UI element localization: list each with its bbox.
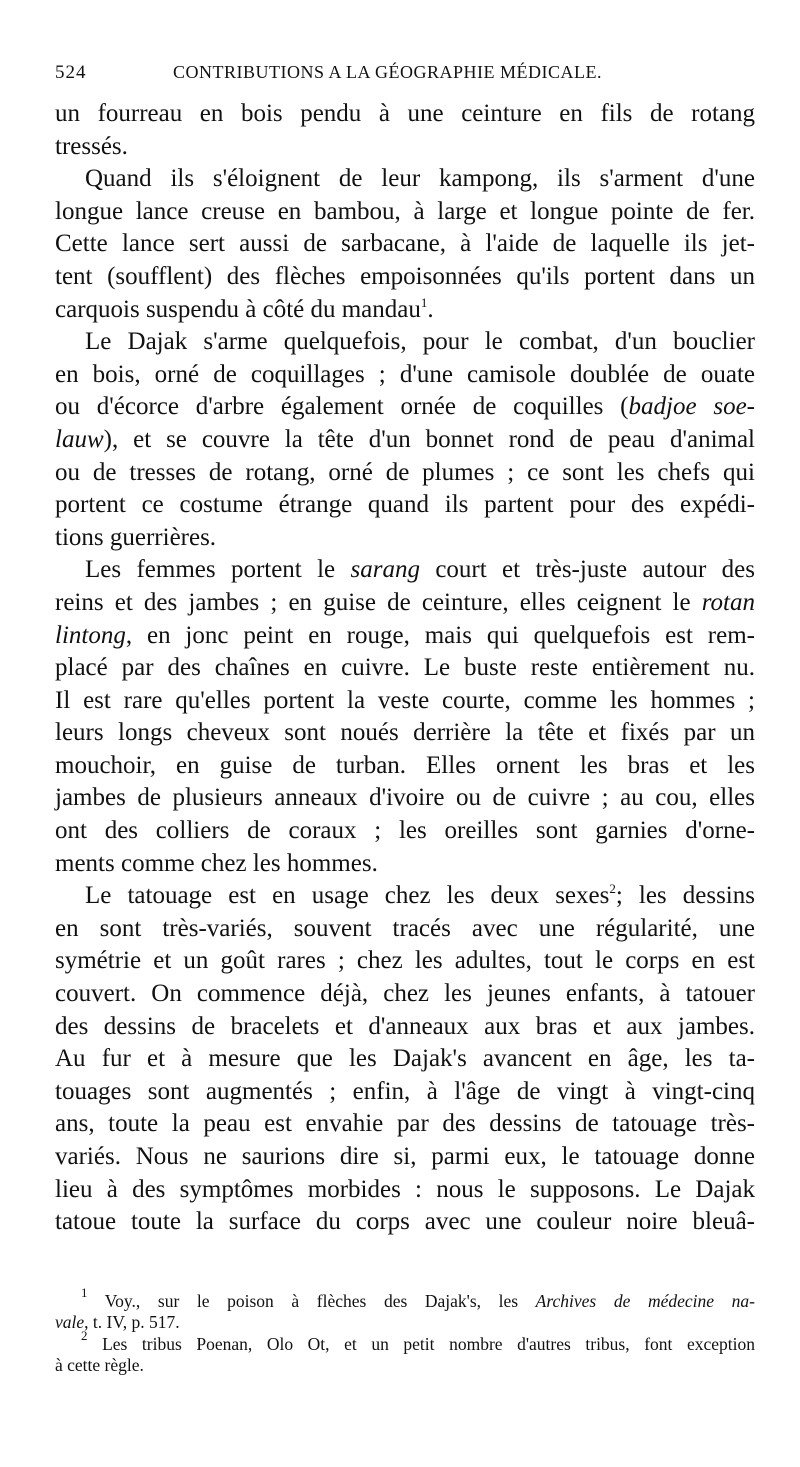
footnote-2-cont: à cette règle. bbox=[55, 1355, 144, 1376]
text-line: Il est rare qu'elles portent la veste courte, comme les hommes ; bbox=[55, 686, 755, 714]
text-segment: ; les dessins bbox=[615, 882, 755, 910]
text-segment: , en jonc peint en rouge, mais qui quelquefois est rem- bbox=[125, 621, 755, 649]
text-line: tatoue toute la surface du corps avec une couleur noire bleuâ- bbox=[55, 1208, 755, 1236]
text-line: variés. Nous ne saurions dire si, parmi eux, le tatouage donne bbox=[55, 1143, 755, 1170]
book-page bbox=[55, 58, 755, 1377]
text-line: jambes de plusieurs anneaux d'ivoire ou de cuivre ; au cou, elles bbox=[55, 784, 755, 812]
text-line: symétrie et un goût rares ; chez les adultes, tout le corps en est bbox=[55, 947, 755, 975]
footnote-mark: 1 bbox=[81, 1284, 88, 1300]
text-line: touages sont augmentés ; enfin, à l'âge de vingt à vingt-cinq bbox=[55, 1077, 755, 1105]
italic-term: badjoe soe- bbox=[628, 393, 755, 421]
italic-term: sarang bbox=[350, 556, 420, 584]
text-segment: court et très-juste autour des bbox=[419, 556, 755, 584]
footnote-2 bbox=[55, 1327, 755, 1356]
text-line: en bois, orné de coquillages ; d'une camisole doublée de ouate bbox=[55, 360, 755, 388]
page-number: 524 bbox=[55, 62, 87, 83]
italic-term: vale bbox=[55, 1312, 85, 1333]
text-line: ou de tresses de rotang, orné de plumes ; ce sont les chefs qui bbox=[55, 458, 755, 486]
text-line: placé par des chaînes en cuivre. Le buste reste entièrement nu. bbox=[55, 654, 755, 682]
italic-term: Archives de médecine na- bbox=[535, 1290, 755, 1311]
text-segment: Les femmes portent le bbox=[85, 556, 351, 584]
text-line: ments comme chez les hommes. bbox=[55, 849, 378, 877]
footnote-ref: 2 bbox=[609, 881, 616, 897]
text-line: Quand ils s'éloignent de leur kampong, ils s'arment d'une bbox=[85, 165, 755, 193]
text-line: leurs longs cheveux sont noués derrière la tête et fixés par un bbox=[55, 719, 755, 747]
text-line: Au fur et à mesure que les Dajak's avancent en âge, les ta- bbox=[55, 1045, 755, 1073]
text-line bbox=[55, 620, 755, 653]
text-segment: carquois suspendu à côté du mandau bbox=[55, 295, 421, 323]
text-line: mouchoir, en guise de turban. Elles ornent les bras et les bbox=[55, 751, 755, 779]
text-line: lieu à des symptômes morbides : nous le supposons. Le Dajak bbox=[55, 1175, 755, 1203]
main-text bbox=[55, 98, 755, 1239]
footnote-1 bbox=[55, 1284, 755, 1313]
text-segment: Voy., sur le poison à flèches des Dajak's, les bbox=[104, 1290, 536, 1311]
text-segment: , t. IV, p. 517. bbox=[84, 1312, 180, 1333]
text-segment: ), et se couvre la tête d'un bonnet rond de peau d'animal bbox=[103, 425, 755, 453]
text-line: couvert. On commence déjà, chez les jeunes enfants, à tatouer bbox=[55, 980, 755, 1008]
text-line: tressés. bbox=[55, 132, 128, 160]
text-line: ans, toute la peau est envahie par des dessins de tatouage très- bbox=[55, 1110, 755, 1138]
text-line: des dessins de bracelets et d'anneaux aux bras et aux jambes. bbox=[55, 1012, 755, 1040]
text-segment: Les tribus Poenan, Olo Ot, et un petit nombre d'autres tribus, font exception bbox=[102, 1333, 755, 1354]
text-line: tent (soufflent) des flèches empoisonnées qu'ils portent dans un bbox=[55, 262, 755, 290]
text-line: ont des colliers de coraux ; les oreilles sont garnies d'orne- bbox=[55, 817, 755, 845]
text-line: tions guerrières. bbox=[55, 523, 217, 551]
text-line: un fourreau en bois pendu à une ceinture en fils de rotang bbox=[55, 100, 755, 127]
italic-term: rotan bbox=[701, 588, 755, 616]
text-segment: . bbox=[427, 295, 434, 323]
text-line: en sont très-variés, souvent tracés avec une régularité, une bbox=[55, 914, 755, 942]
italic-term: lauw bbox=[55, 425, 104, 453]
footnote-ref: 1 bbox=[420, 294, 428, 310]
text-line bbox=[55, 294, 755, 327]
text-line: Cette lance sert aussi de sarbacane, à l'aide de laquelle ils jet- bbox=[55, 230, 755, 258]
text-line bbox=[55, 424, 755, 457]
text-line bbox=[55, 587, 755, 620]
text-line: longue lance creuse en bambou, à large et longue pointe de fer. bbox=[55, 197, 755, 225]
page-header bbox=[55, 58, 755, 98]
text-line: Le Dajak s'arme quelquefois, pour le combat, d'un bouclier bbox=[85, 328, 755, 356]
running-title: CONTRIBUTIONS A LA GÉOGRAPHIE MÉDICALE. bbox=[173, 62, 602, 82]
text-line bbox=[55, 554, 755, 587]
text-line: portent ce costume étrange quand ils partent pour des expédi- bbox=[55, 491, 755, 519]
footnotes bbox=[55, 1284, 755, 1377]
footnote-1-cont bbox=[55, 1312, 755, 1334]
text-line bbox=[55, 880, 755, 913]
footnote-mark: 2 bbox=[81, 1327, 88, 1343]
italic-term: lintong bbox=[55, 621, 126, 649]
text-segment: reins et des jambes ; en guise de ceinture, elles ceignent le bbox=[55, 588, 702, 616]
text-line bbox=[55, 391, 755, 424]
text-segment: ou d'écorce d'arbre également ornée de coquilles ( bbox=[55, 393, 629, 421]
text-segment: Le tatouage est en usage chez les deux sexes bbox=[85, 882, 610, 910]
